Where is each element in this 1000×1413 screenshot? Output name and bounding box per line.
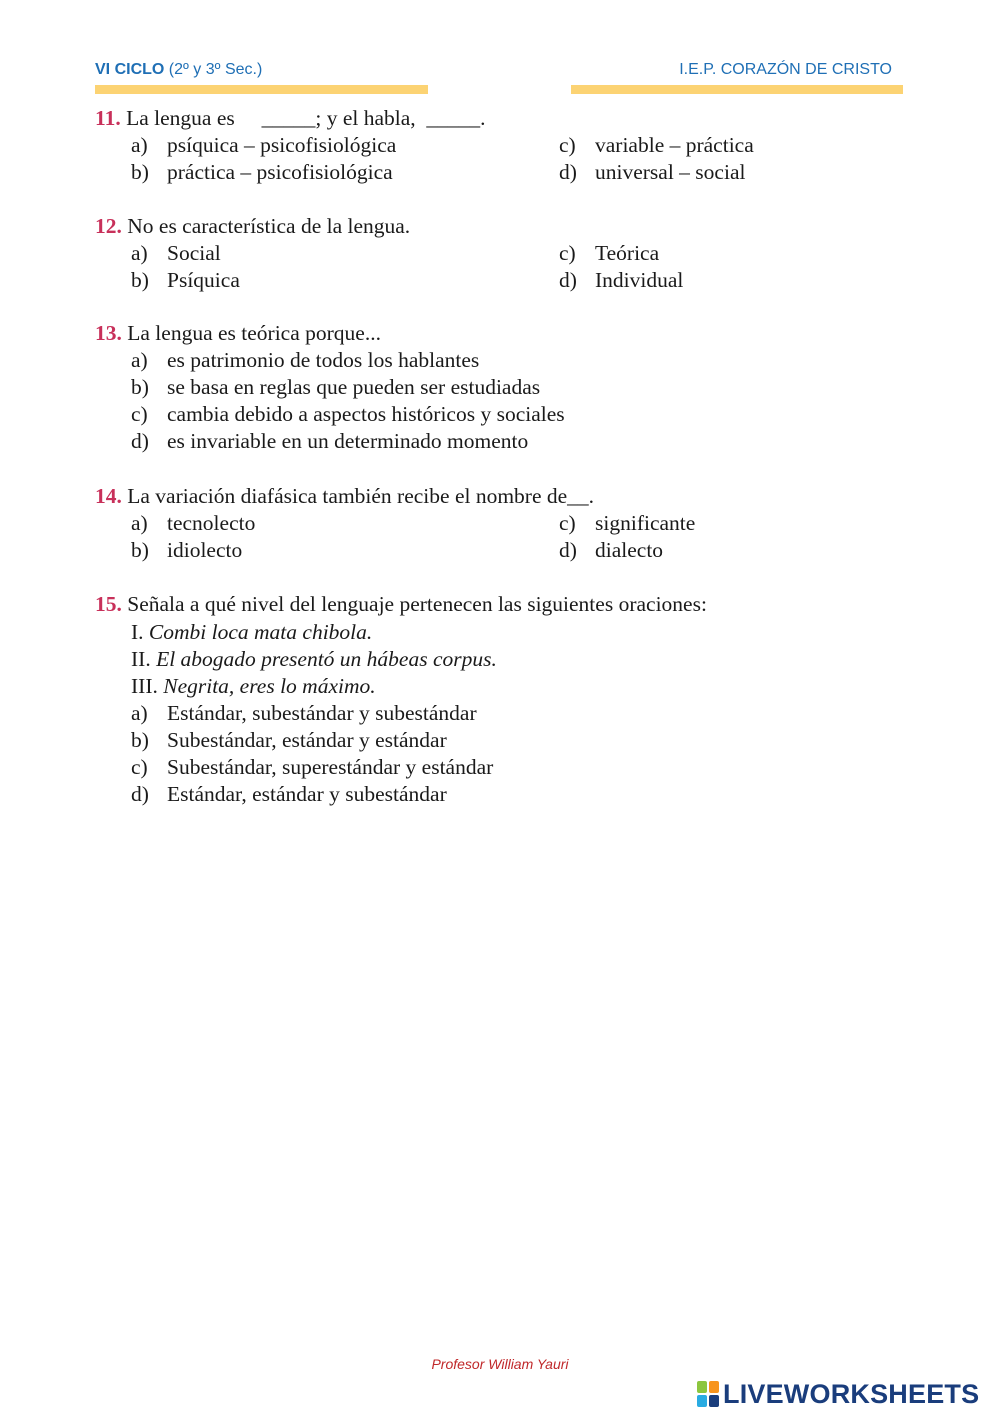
option-15-d[interactable]	[131, 781, 447, 808]
sentence-label: II.	[131, 647, 151, 671]
option-text: Estándar, subestándar y subestándar	[167, 701, 477, 725]
option-15-a[interactable]	[131, 700, 477, 727]
option-11-d[interactable]	[559, 159, 745, 186]
option-label: b)	[131, 538, 149, 562]
option-label: b)	[131, 375, 149, 399]
liveworksheets-wordmark: LIVEWORKSHEETS	[723, 1378, 980, 1409]
question-14	[95, 483, 594, 510]
option-12-a[interactable]	[131, 240, 221, 267]
liveworksheets-logo[interactable]	[697, 1378, 979, 1410]
option-text: significante	[595, 511, 696, 535]
option-text: dialecto	[595, 538, 664, 562]
logo-square-navy	[709, 1395, 719, 1407]
question-11	[95, 105, 486, 132]
option-label: a)	[131, 511, 148, 535]
header-cycle	[95, 61, 262, 79]
question-number: 13.	[95, 321, 122, 345]
option-12-b[interactable]	[131, 267, 240, 294]
option-text: es invariable en un determinado momento	[167, 429, 529, 453]
option-12-c[interactable]	[559, 240, 659, 267]
logo-square-blue	[697, 1395, 707, 1407]
option-13-c[interactable]	[131, 401, 565, 428]
option-11-a[interactable]	[131, 132, 396, 159]
question-number: 12.	[95, 214, 122, 238]
option-14-c[interactable]	[559, 510, 695, 537]
sentence-text: Negrita, eres lo máximo.	[163, 674, 376, 698]
sentence-ii	[131, 646, 497, 673]
option-text: Psíquica	[167, 268, 240, 292]
option-label: d)	[559, 538, 577, 562]
question-number: 14.	[95, 484, 122, 508]
option-text: Estándar, estándar y subestándar	[167, 782, 447, 806]
logo-square-green	[697, 1381, 707, 1393]
question-text: Señala a qué nivel del lenguaje pertenecen las siguientes oraciones:	[127, 592, 707, 616]
option-text: cambia debido a aspectos históricos y sociales	[167, 402, 565, 426]
option-11-c[interactable]	[559, 132, 754, 159]
header-cycle-bold: VI CICLO	[95, 61, 165, 78]
sentence-label: I.	[131, 620, 144, 644]
option-text: es patrimonio de todos los hablantes	[167, 348, 480, 372]
sentence-text: El abogado presentó un hábeas corpus.	[156, 647, 497, 671]
question-number: 15.	[95, 592, 122, 616]
option-label: b)	[131, 728, 149, 752]
question-text: La variación diafásica también recibe el nombre de__.	[127, 484, 595, 508]
option-13-a[interactable]	[131, 347, 479, 374]
option-label: c)	[131, 402, 148, 426]
option-text: Teórica	[595, 241, 660, 265]
option-text: Subestándar, estándar y estándar	[167, 728, 447, 752]
option-text: Subestándar, superestándar y estándar	[167, 755, 494, 779]
question-text: La lengua es _____; y el habla, _____.	[126, 106, 486, 130]
header-school: I.E.P. CORAZÓN DE CRISTO	[679, 61, 892, 78]
question-13	[95, 320, 381, 347]
option-text: variable – práctica	[595, 133, 754, 157]
option-label: c)	[559, 133, 576, 157]
sentence-i	[131, 619, 372, 646]
option-label: d)	[559, 268, 577, 292]
option-13-b[interactable]	[131, 374, 540, 401]
footer-author: Profesor William Yauri	[431, 1356, 569, 1372]
option-label: c)	[559, 511, 576, 535]
option-14-a[interactable]	[131, 510, 255, 537]
sentence-label: III.	[131, 674, 158, 698]
option-14-b[interactable]	[131, 537, 242, 564]
header-bar-right	[571, 85, 903, 94]
question-12	[95, 213, 410, 240]
option-label: d)	[131, 782, 149, 806]
logo-square-orange	[709, 1381, 719, 1393]
option-13-d[interactable]	[131, 428, 528, 455]
option-label: d)	[559, 160, 577, 184]
option-text: Individual	[595, 268, 684, 292]
option-text: universal – social	[595, 160, 746, 184]
question-text: No es característica de la lengua.	[127, 214, 411, 238]
option-text: psíquica – psicofisiológica	[167, 133, 397, 157]
sentence-iii	[131, 673, 376, 700]
option-12-d[interactable]	[559, 267, 683, 294]
option-text: idiolecto	[167, 538, 243, 562]
option-label: d)	[131, 429, 149, 453]
option-text: Social	[167, 241, 221, 265]
sentence-text: Combi loca mata chibola.	[148, 620, 373, 644]
liveworksheets-icon	[697, 1381, 719, 1407]
option-text: tecnolecto	[167, 511, 256, 535]
option-text: se basa en reglas que pueden ser estudiadas	[167, 375, 541, 399]
option-label: c)	[131, 755, 148, 779]
option-label: a)	[131, 133, 148, 157]
option-label: a)	[131, 701, 148, 725]
option-label: a)	[131, 348, 148, 372]
option-label: a)	[131, 241, 148, 265]
option-15-c[interactable]	[131, 754, 493, 781]
question-number: 11.	[95, 106, 121, 130]
question-text: La lengua es teórica porque...	[127, 321, 381, 345]
option-11-b[interactable]	[131, 159, 393, 186]
option-text: práctica – psicofisiológica	[167, 160, 393, 184]
option-15-b[interactable]	[131, 727, 447, 754]
header-bar-left	[95, 85, 428, 94]
option-label: c)	[559, 241, 576, 265]
option-label: b)	[131, 160, 149, 184]
header-cycle-grade: (2º y 3º Sec.)	[164, 61, 263, 78]
option-label: b)	[131, 268, 149, 292]
question-15	[95, 591, 707, 618]
option-14-d[interactable]	[559, 537, 663, 564]
